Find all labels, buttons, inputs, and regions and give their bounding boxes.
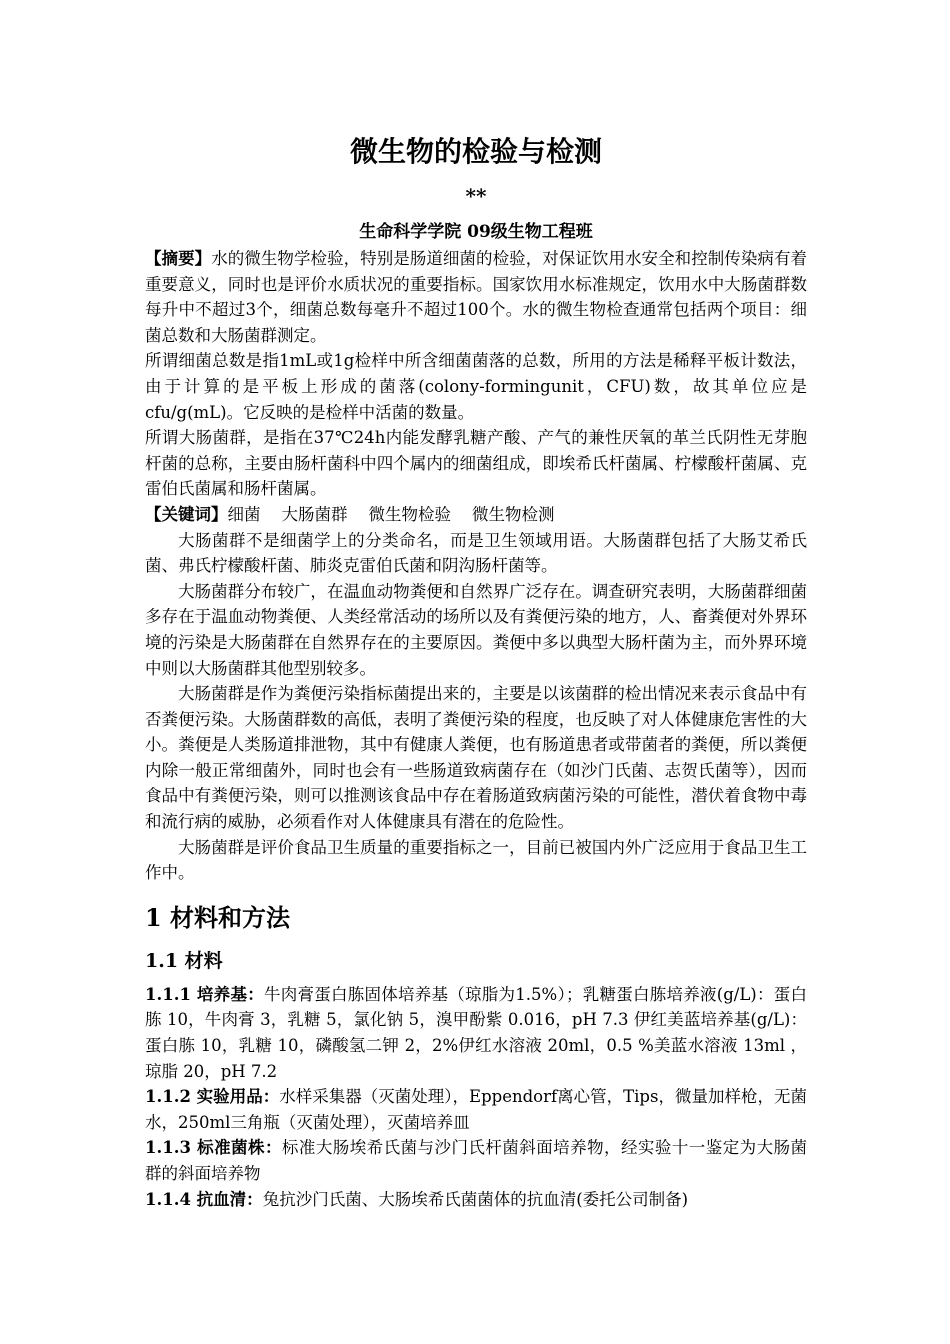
abstract-text-1: 水的微生物学检验，特别是肠道细菌的检验，对保证饮用水安全和控制传染病有着重要意义，同时也是评价水质状况的重要指标。国家饮用水标准规定，饮用水中大肠菌群数每升中不超过3个，细菌总数每毫升不超过100个。水的微生物检查通常包括两个项目：细菌总数和大肠菌群测定。 (145, 249, 808, 345)
item-text: 兔抗沙门氏菌、大肠埃希氏菌菌体的抗血清(委托公司制备) (262, 1189, 689, 1209)
section-heading-materials-methods: 1 材料和方法 (145, 902, 291, 932)
document-page (145, 130, 807, 1212)
materials-item-standard-strains (145, 1135, 807, 1186)
materials-item-antiserum (145, 1187, 807, 1213)
item-text: 标准大肠埃希氏菌与沙门氏杆菌斜面培养物，经实验十一鉴定为大肠菌群的斜面培养物 (145, 1138, 807, 1183)
item-label: 1.1.3 标准菌株： (145, 1138, 282, 1158)
author-line: ** (465, 184, 487, 208)
abstract-section (145, 246, 807, 502)
body-paragraph-1: 大肠菌群不是细菌学上的分类命名，而是卫生领域用语。大肠菌群包括了大肠艾希氏菌、弗氏柠檬酸杆菌、肺炎克雷伯氏菌和阴沟肠杆菌等。 (145, 530, 807, 576)
paper-title: 微生物的检验与检测 (349, 135, 602, 168)
subsection-heading-materials: 1.1 材料 (145, 949, 223, 972)
abstract-paragraph-2: 所谓细菌总数是指1mL或1g检样中所含细菌菌落的总数，所用的方法是稀释平板计数法，由于计算的是平板上形成的菌落(colony-formingunit，CFU)数，故其单位应是cfu/g(mL)。它反映的是检样中活菌的数量。 (145, 351, 807, 422)
materials-item-lab-supplies (145, 1084, 807, 1135)
materials-item-culture-media (145, 982, 807, 1084)
body-section (145, 528, 807, 886)
item-label: 1.1.4 抗血清： (145, 1189, 263, 1209)
item-text: 水样采集器（灭菌处理），Eppendorf离心管，Tips，微量加样枪，无菌水，250ml三角瓶（灭菌处理），灭菌培养皿 (145, 1087, 807, 1132)
body-paragraph-3: 大肠菌群是作为粪便污染指标菌提出来的，主要是以该菌群的检出情况来表示食品中有否粪便污染。大肠菌群数的高低，表明了粪便污染的程度，也反映了对人体健康危害性的大小。粪便是人类肠道排泄物，其中有健康人粪便，也有肠道患者或带菌者的粪便，所以粪便内除一般正常细菌外，同时也会有一些肠道致病菌存在（如沙门氏菌、志贺氏菌等），因而食品中有粪便污染，则可以推测该食品中存在着肠道致病菌污染的可能性，潜伏着食物中毒和流行病的威胁，必须看作对人体健康具有潜在的危险性。 (145, 684, 807, 832)
keywords-label: 【关键词】 (145, 504, 228, 524)
item-text: 牛肉膏蛋白胨固体培养基（琼脂为1.5%）；乳糖蛋白胨培养液(g/L)：蛋白胨 10，牛肉膏 3，乳糖 5，氯化钠 5，溴甲酚紫 0.016，pH 7.3 伊红美蓝培养基(g/L)：蛋白胨 10，乳糖 10，磷酸氢二钾 2，2%伊红水溶液 20ml，0.5 %美蓝水溶液 13ml ，琼脂 20，pH 7.2 (145, 984, 807, 1081)
affiliation-line: 生命科学学院 09级生物工程班 (359, 222, 593, 242)
item-label: 1.1.1 培养基： (145, 984, 264, 1004)
body-paragraph-2: 大肠菌群分布较广，在温血动物粪便和自然界广泛存在。调查研究表明，大肠菌群细菌多存在于温血动物粪便、人类经常活动的场所以及有粪便污染的地方，人、畜粪便对外界环境的污染是大肠菌群在自然界存在的主要原因。粪便中多以典型大肠杆菌为主，而外界环境中则以大肠菌群其他型别较多。 (145, 581, 807, 678)
abstract-paragraph-3: 所谓大肠菌群，是指在37℃24h内能发酵乳糖产酸、产气的兼性厌氧的革兰氏阴性无芽胞杆菌的总称，主要由肠杆菌科中四个属内的细菌组成，即埃希氏杆菌属、柠檬酸杆菌属、克雷伯氏菌属和肠杆菌属。 (145, 428, 807, 499)
abstract-paragraph-1 (145, 246, 807, 348)
item-label: 1.1.2 实验用品： (145, 1087, 280, 1107)
abstract-label: 【摘要】 (145, 249, 212, 268)
keywords-text: 细菌 大肠菌群 微生物检验 微生物检测 (227, 504, 555, 524)
body-paragraph-4: 大肠菌群是评价食品卫生质量的重要指标之一，目前已被国内外广泛应用于食品卫生工作中。 (145, 837, 807, 883)
keywords-line (145, 502, 807, 528)
